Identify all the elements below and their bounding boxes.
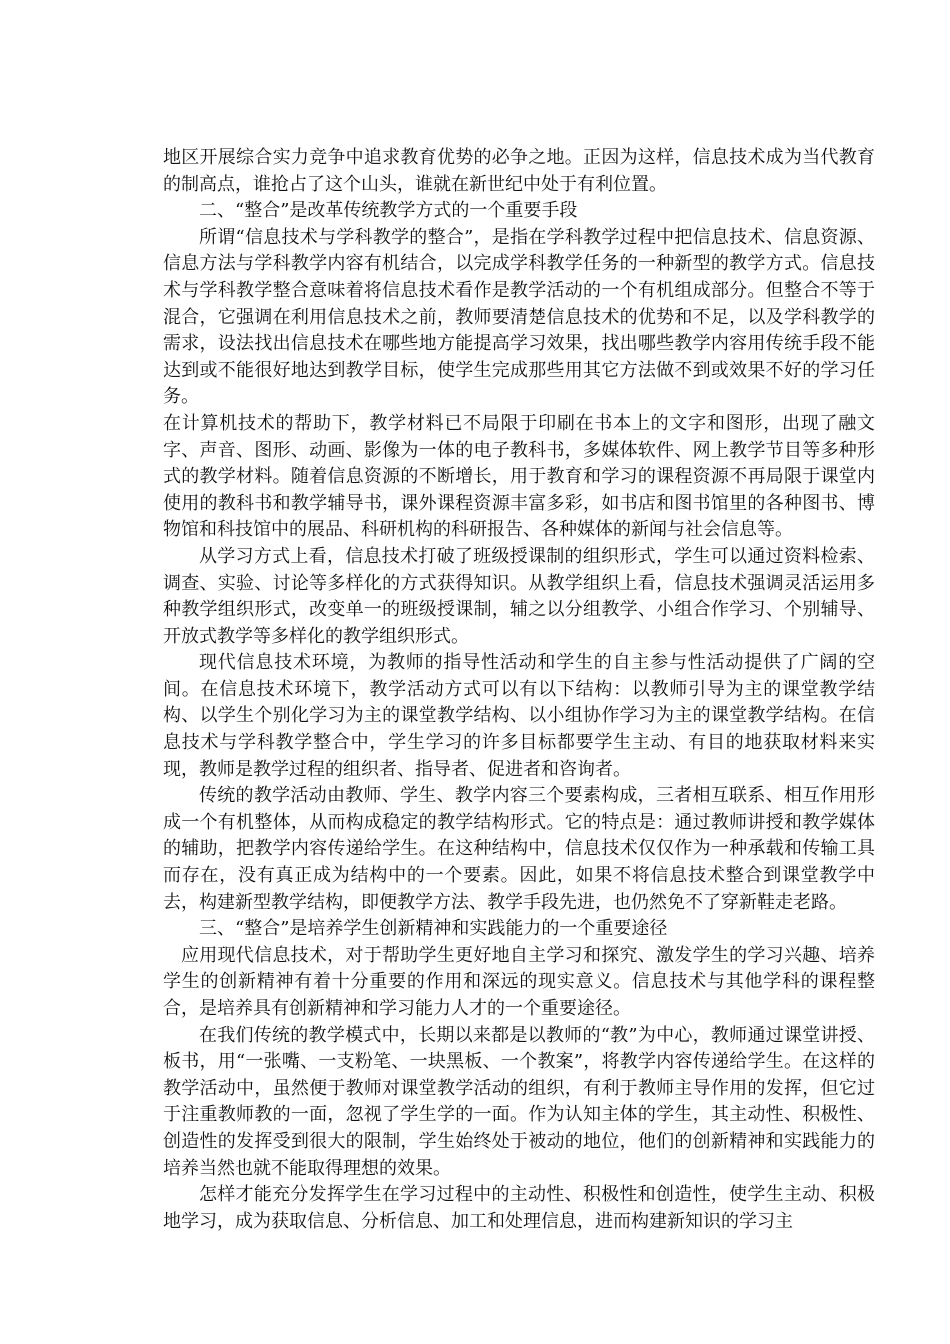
paragraph: 应用现代信息技术，对于帮助学生更好地自主学习和探究、激发学生的学习兴趣、培养学生的创新精神有着十分重要的作用和深远的现实意义。信息技术与其他学科的课程整合，是培养具有创新精神和学习能力人才的一个重要途径。 [163, 944, 875, 1019]
paragraph: 在计算机技术的帮助下，教学材料已不局限于印刷在书本上的文字和图形，出现了融文字、声音、图形、动画、影像为一体的电子教科书，多媒体软件、网上教学节目等多种形式的教学材料。随着信息资源的不断增长，用于教育和学习的课程资源不再局限于课堂内使用的教科书和教学辅导书，课外课程资源丰富多彩，如书店和图书馆里的各种图书、博物馆和科技馆中的展品、科研机构的科研报告、各种媒体的新闻与社会信息等。 [163, 412, 875, 541]
paragraph: 在我们传统的教学模式中，长期以来都是以教师的“教”为中心，教师通过课堂讲授、板书，用“一张嘴、一支粉笔、一块黑板、一个教案”，将教学内容传递给学生。在这样的教学活动中，虽然便于教师对课堂教学活动的组织，有利于教师主导作用的发挥，但它过于注重教师教的一面，忽视了学生学的一面。作为认知主体的学生，其主动性、积极性、创造性的发挥受到很大的限制，学生始终处于被动的地位，他们的创新精神和实践能力的培养当然也就不能取得理想的效果。 [163, 1024, 875, 1179]
section-heading: 二、“整合”是改革传统教学方式的一个重要手段 [199, 200, 578, 222]
document-page [163, 145, 875, 1235]
paragraph: 传统的教学活动由教师、学生、教学内容三个要素构成，三者相互联系、相互作用形成一个有机整体，从而构成稳定的教学结构形式。它的特点是：通过教师讲授和教学媒体的辅助，把教学内容传递给学生。在这种结构中，信息技术仅仅作为一种承载和传输工具而存在，没有真正成为结构中的一个要素。因此，如果不将信息技术整合到课堂教学中去，构建新型教学结构，即便教学方法、教学手段先进，也仍然免不了穿新鞋走老路。 [163, 785, 875, 913]
paragraph: 从学习方式上看，信息技术打破了班级授课制的组织形式，学生可以通过资料检索、调查、实验、讨论等多样化的方式获得知识。从教学组织上看，信息技术强调灵活运用多种教学组织形式，改变单一的班级授课制，辅之以分组教学、小组合作学习、个别辅导、开放式教学等多样化的教学组织形式。 [163, 545, 875, 647]
paragraph: 地区开展综合实力竞争中追求教育优势的必争之地。正因为这样，信息技术成为当代教育的制高点，谁抢占了这个山头，谁就在新世纪中处于有利位置。 [163, 147, 875, 195]
section-heading: 三、“整合”是培养学生创新精神和实践能力的一个重要途径 [199, 918, 668, 940]
paragraph: 怎样才能充分发挥学生在学习过程中的主动性、积极性和创造性，使学生主动、积极地学习，成为获取信息、分析信息、加工和处理信息，进而构建新知识的学习主 [163, 1184, 875, 1232]
paragraph: 所谓“信息技术与学科教学的整合”，是指在学科教学过程中把信息技术、信息资源、信息方法与学科教学内容有机结合，以完成学科教学任务的一种新型的教学方式。信息技术与学科教学整合意味着将信息技术看作是教学活动的一个有机组成部分。但整合不等于混合，它强调在利用信息技术之前，教师要清楚信息技术的优势和不足，以及学科教学的需求，设法找出信息技术在哪些地方能提高学习效果，找出哪些教学内容用传统手段不能达到或不能很好地达到教学目标，使学生完成那些用其它方法做不到或效果不好的学习任务。 [163, 226, 875, 408]
paragraph: 现代信息技术环境，为教师的指导性活动和学生的自主参与性活动提供了广阔的空间。在信息技术环境下，教学活动方式可以有以下结构：以教师引导为主的课堂教学结构、以学生个别化学习为主的课堂教学结构、以小组协作学习为主的课堂教学结构。在信息技术与学科教学整合中，学生学习的许多目标都要学生主动、有目的地获取材料来实现，教师是教学过程的组织者、指导者、促进者和咨询者。 [163, 652, 875, 780]
